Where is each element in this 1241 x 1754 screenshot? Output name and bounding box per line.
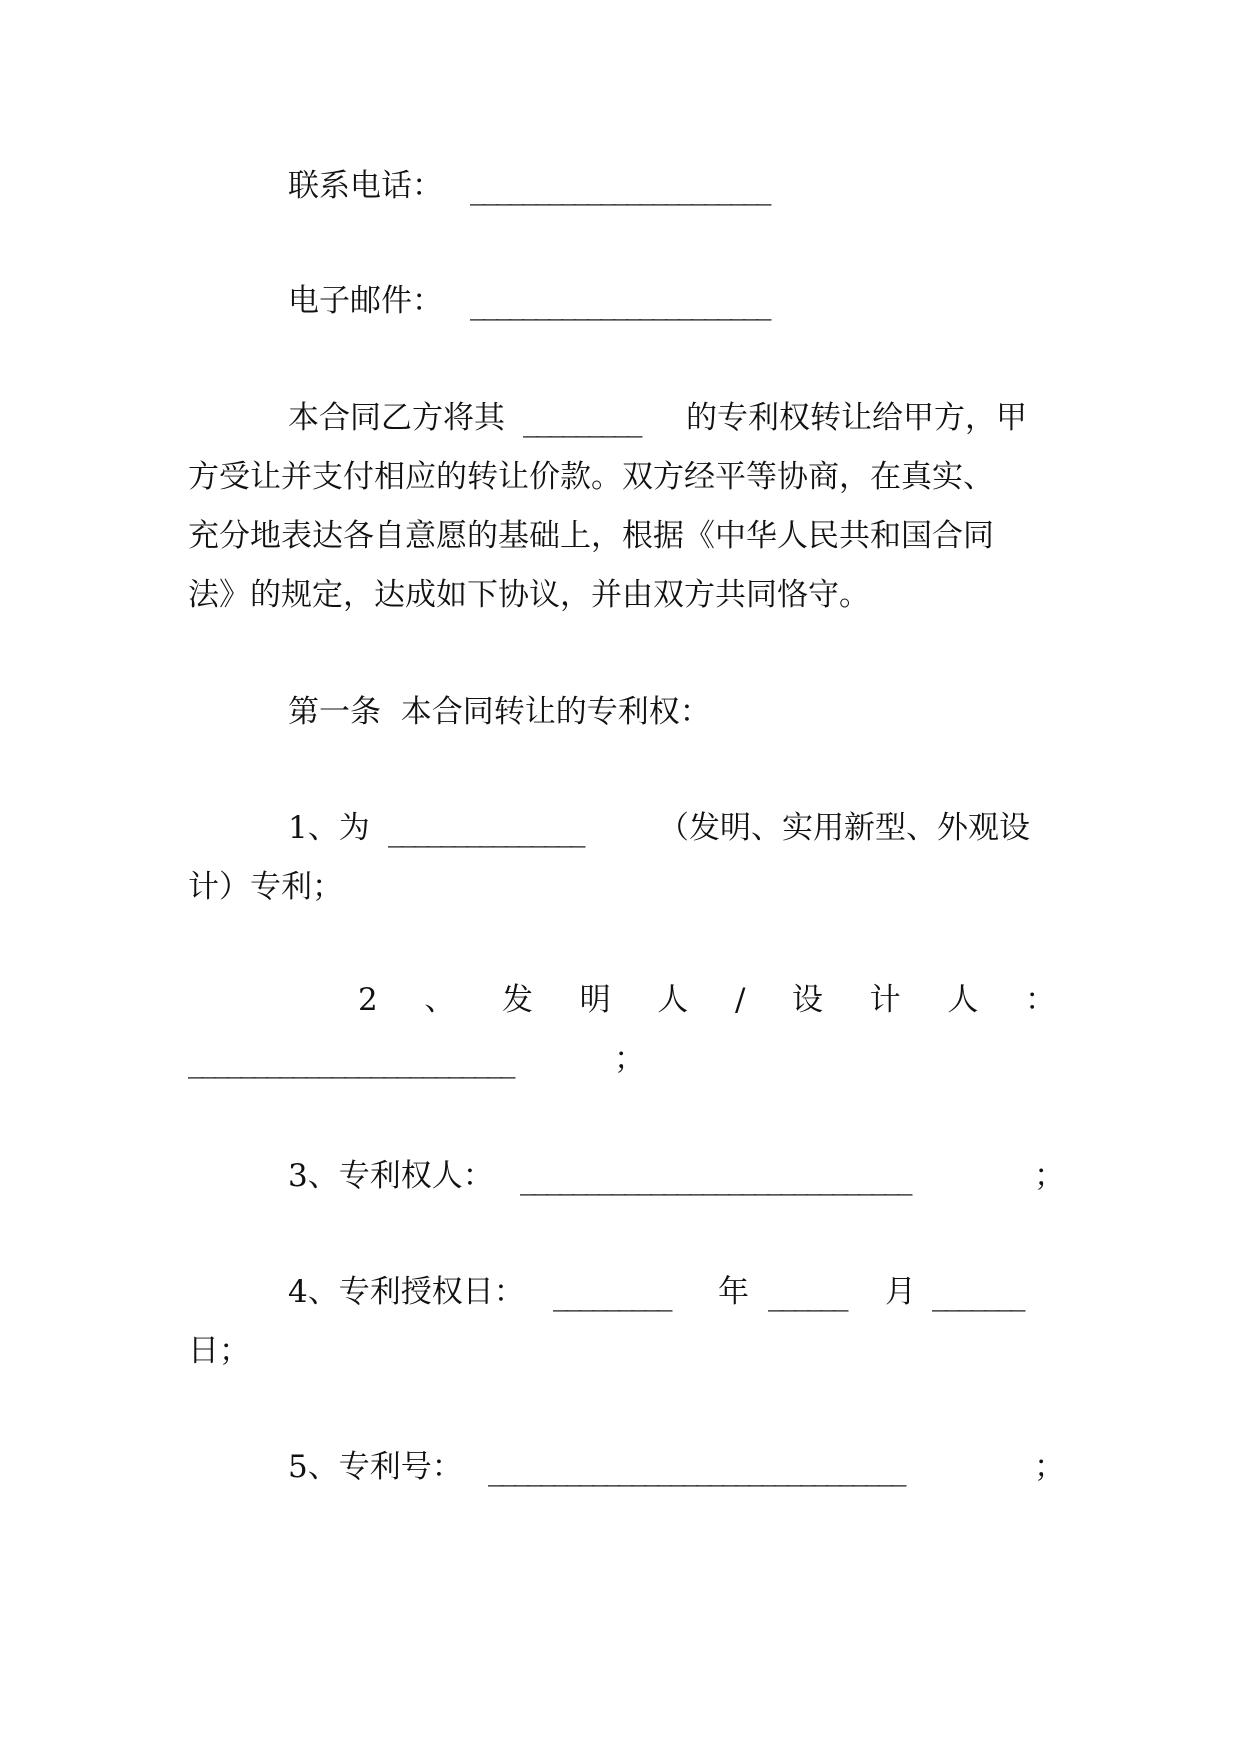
item-2-end: ； (614, 1041, 645, 1077)
email-label: 电子邮件： (288, 283, 443, 319)
item-4-year: 年 (718, 1274, 749, 1310)
item-4-line-2: 日； (188, 1333, 250, 1369)
item-2-char: 人 (657, 982, 689, 1018)
intro-line-1b: 的专利权转让给甲方，甲 (686, 400, 1027, 436)
item-5-label: 5、专利号： (288, 1449, 463, 1485)
item-2-char: 计 (869, 982, 901, 1018)
item-5-blank: ________________________________ (488, 1451, 904, 1487)
contact-email-line (288, 281, 443, 321)
item-2-char: ： (1024, 982, 1056, 1018)
phone-label: 联系电话： (288, 168, 443, 204)
item-2-char: 明 (579, 982, 611, 1018)
item-1-line-2: 计）专利； (188, 869, 343, 905)
item-2-blank: _________________________ (188, 1043, 513, 1079)
phone-blank: _______________________ (470, 170, 769, 206)
intro-line-1-blank: _________ (523, 402, 640, 438)
email-blank: _______________________ (470, 285, 769, 321)
item-1-blank: _______________ (388, 812, 583, 848)
item-4-month: 月 (885, 1274, 916, 1310)
item-2-char: 2 (358, 982, 378, 1018)
item-4-day-blank: _______ (932, 1276, 1023, 1312)
contact-phone-line (288, 166, 443, 206)
item-2-char: / (734, 982, 746, 1018)
article-1-title: 第一条 本合同转让的专利权： (288, 694, 711, 730)
item-1-suffix: （发明、实用新型、外观设 (658, 810, 1030, 846)
item-3-end: ； (1034, 1158, 1065, 1194)
item-2-char: 、 (424, 982, 456, 1018)
item-4-label: 4、专利授权日： (288, 1274, 525, 1310)
item-2-char: 人 (947, 982, 979, 1018)
item-4-year-blank: _________ (553, 1276, 670, 1312)
intro-line-2: 方受让并支付相应的转让价款。双方经平等协商，在真实、 (188, 459, 994, 495)
item-2-spread-line (188, 980, 1056, 1020)
item-3-label: 3、专利权人： (288, 1158, 494, 1194)
item-2-char: 发 (502, 982, 534, 1018)
item-4-month-blank: ______ (768, 1276, 846, 1312)
intro-line-1a: 本合同乙方将其 (288, 400, 505, 436)
item-2-char: 设 (792, 982, 824, 1018)
intro-line-4: 法》的规定，达成如下协议，并由双方共同恪守。 (188, 577, 870, 613)
intro-line-3: 充分地表达各自意愿的基础上，根据《中华人民共和国合同 (188, 518, 994, 554)
item-5-end: ； (1034, 1449, 1065, 1485)
item-1-prefix: 1、为 (288, 810, 370, 846)
item-3-blank: ______________________________ (520, 1160, 910, 1196)
